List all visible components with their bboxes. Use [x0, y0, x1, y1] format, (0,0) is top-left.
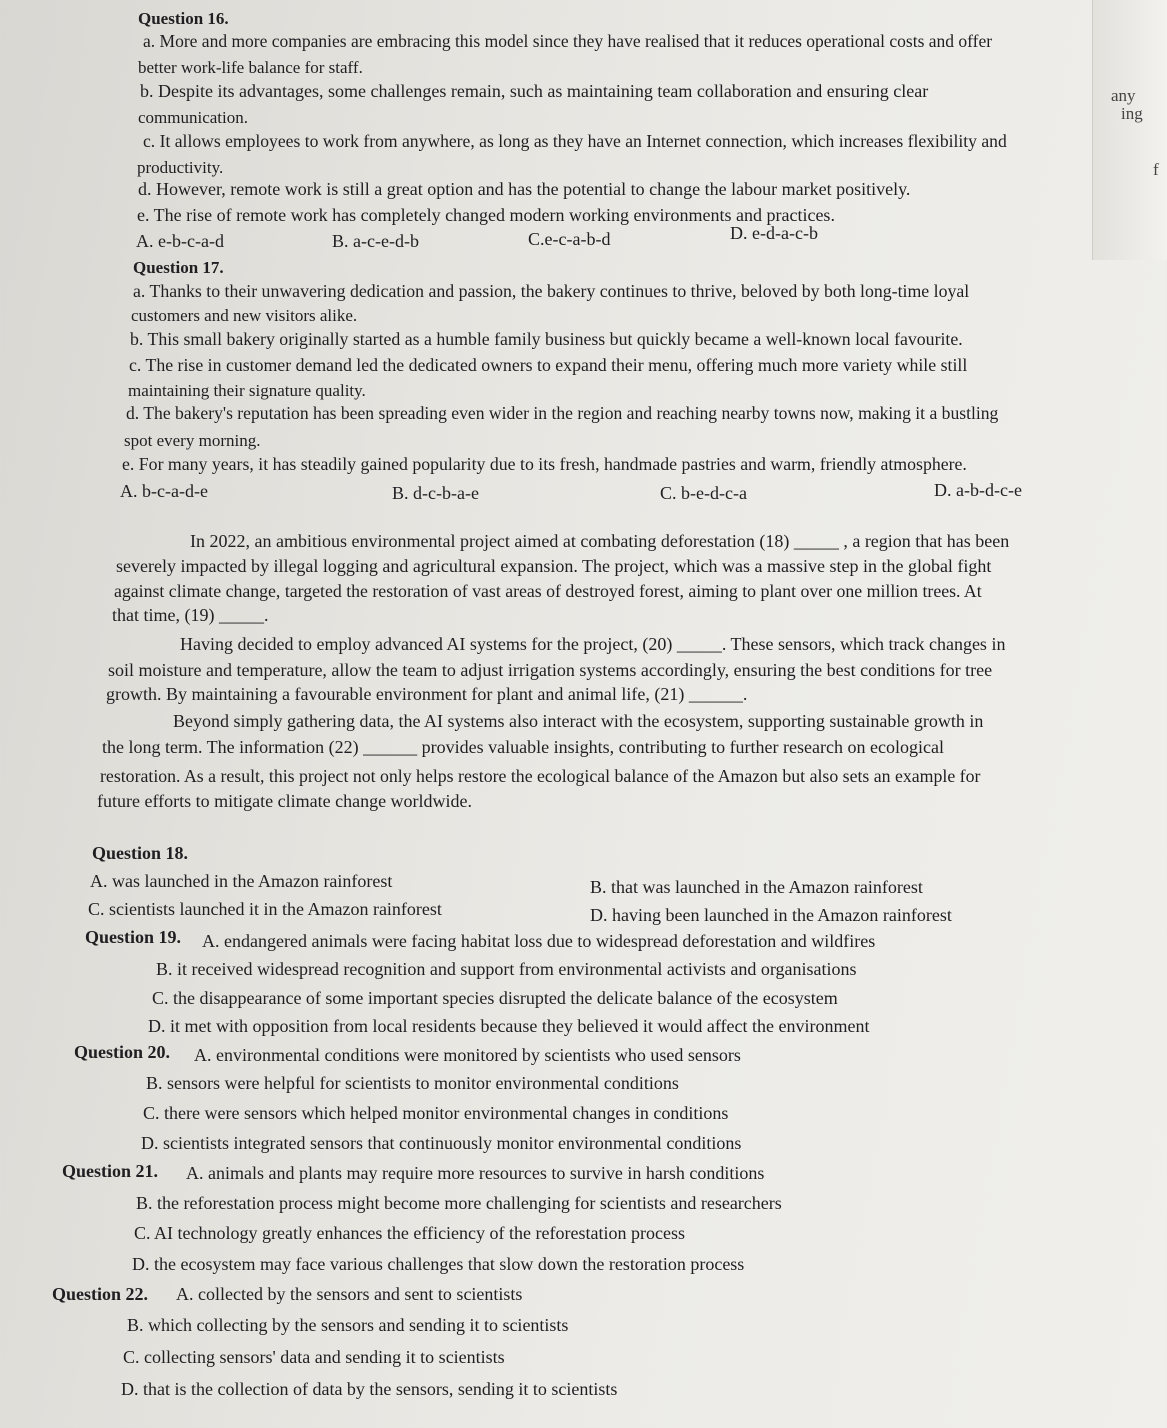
edge-text-ing: ing — [1121, 104, 1143, 123]
question-17-option-b[interactable]: B. d-c-b-a-e — [392, 483, 479, 503]
question-16-sentence-c-line1: c. It allows employees to work from anywhere, as long as they have an Internet connection, which increases flexibility and — [143, 131, 1007, 151]
question-19-option-b[interactable]: B. it received widespread recognition and support from environmental activists and organisations — [156, 959, 857, 979]
question-19-option-d[interactable]: D. it met with opposition from local residents because they believed it would affect the environment — [148, 1016, 870, 1036]
question-17-option-a[interactable]: A. b-c-a-d-e — [120, 481, 208, 501]
question-17-sentence-a-line2: customers and new visitors alike. — [131, 306, 358, 325]
question-21-option-c[interactable]: C. AI technology greatly enhances the efficiency of the reforestation process — [134, 1223, 685, 1243]
question-16-option-c[interactable]: C.e-c-a-b-d — [528, 229, 611, 249]
question-20-option-b[interactable]: B. sensors were helpful for scientists to monitor environmental conditions — [146, 1073, 679, 1093]
question-18-option-d[interactable]: D. having been launched in the Amazon rainforest — [590, 905, 952, 925]
passage-p3-line4: future efforts to mitigate climate change worldwide. — [97, 791, 473, 811]
question-17-sentence-b: b. This small bakery originally started as a humble family business but quickly became a well-known local favourite. — [130, 329, 963, 349]
question-21-title: Question 21. — [62, 1161, 159, 1181]
question-19-title: Question 19. — [85, 927, 182, 947]
edge-text-f: f — [1153, 160, 1159, 179]
question-22-option-a[interactable]: A. collected by the sensors and sent to scientists — [176, 1284, 523, 1304]
question-21-option-d[interactable]: D. the ecosystem may face various challenges that slow down the restoration process — [132, 1254, 745, 1274]
question-18-option-a[interactable]: A. was launched in the Amazon rainforest — [90, 871, 393, 891]
question-17-option-d[interactable]: D. a-b-d-c-e — [934, 480, 1022, 500]
question-16-option-a[interactable]: A. e-b-c-a-d — [136, 231, 224, 251]
question-16-sentence-b-line2: communication. — [138, 108, 249, 127]
passage-p1-line3: against climate change, targeted the restoration of vast areas of destroyed forest, aiming to plant over one million trees. At — [114, 581, 982, 601]
question-17-sentence-d-line1: d. The bakery's reputation has been spreading even wider in the region and reaching nearby towns now, making it a bustling — [126, 403, 999, 423]
question-20-title: Question 20. — [74, 1042, 171, 1062]
passage-p3-line3: restoration. As a result, this project not only helps restore the ecological balance of the Amazon but also sets an example for — [100, 766, 981, 786]
question-18-option-b[interactable]: B. that was launched in the Amazon rainforest — [590, 877, 923, 897]
question-22-option-d[interactable]: D. that is the collection of data by the sensors, sending it to scientists — [121, 1379, 618, 1399]
question-20-option-a[interactable]: A. environmental conditions were monitored by scientists who used sensors — [194, 1045, 741, 1065]
passage-p2-line3: growth. By maintaining a favourable environment for plant and animal life, (21) ______. — [106, 684, 748, 704]
question-17-sentence-c-line1: c. The rise in customer demand led the dedicated owners to expand their menu, offering much more variety while still — [129, 355, 968, 375]
question-16-title: Question 16. — [138, 9, 229, 28]
question-21-option-b[interactable]: B. the reforestation process might become more challenging for scientists and researchers — [136, 1193, 782, 1213]
question-19-option-a[interactable]: A. endangered animals were facing habitat loss due to widespread deforestation and wildfires — [202, 931, 876, 951]
question-18-option-c[interactable]: C. scientists launched it in the Amazon rainforest — [88, 899, 442, 919]
question-22-option-b[interactable]: B. which collecting by the sensors and sending it to scientists — [127, 1315, 569, 1335]
question-16-sentence-c-line2: productivity. — [137, 158, 224, 177]
question-17-sentence-d-line2: spot every morning. — [124, 431, 261, 450]
question-18-title: Question 18. — [92, 843, 189, 863]
question-16-sentence-a-line1: a. More and more companies are embracing this model since they have realised that it reduces operational costs and offer — [143, 31, 993, 51]
question-22-option-c[interactable]: C. collecting sensors' data and sending it to scientists — [123, 1347, 505, 1367]
question-16-sentence-d: d. However, remote work is still a great option and has the potential to change the labour market positively. — [138, 179, 911, 199]
question-17-sentence-e: e. For many years, it has steadily gained popularity due to its fresh, handmade pastries and warm, friendly atmosphere. — [122, 454, 967, 474]
passage-p3-line1: Beyond simply gathering data, the AI systems also interact with the ecosystem, supporting sustainable growth in — [173, 711, 984, 731]
underlying-sheet-edge — [1092, 0, 1167, 260]
edge-text-any: any — [1111, 86, 1136, 105]
question-21-option-a[interactable]: A. animals and plants may require more resources to survive in harsh conditions — [186, 1163, 765, 1183]
question-19-option-c[interactable]: C. the disappearance of some important species disrupted the delicate balance of the ecosystem — [152, 988, 838, 1008]
question-17-title: Question 17. — [133, 258, 224, 277]
passage-p2-line2: soil moisture and temperature, allow the team to adjust irrigation systems accordingly, ensuring the best conditions for tree — [108, 660, 993, 680]
question-16-option-b[interactable]: B. a-c-e-d-b — [332, 231, 419, 251]
question-17-sentence-a-line1: a. Thanks to their unwavering dedication and passion, the bakery continues to thrive, beloved by both long-time loyal — [133, 281, 970, 301]
question-16-sentence-a-line2: better work-life balance for staff. — [138, 58, 363, 77]
question-16-sentence-e: e. The rise of remote work has completely changed modern working environments and practices. — [137, 205, 835, 225]
question-20-option-d[interactable]: D. scientists integrated sensors that continuously monitor environmental conditions — [141, 1133, 742, 1153]
passage-p3-line2: the long term. The information (22) ______ provides valuable insights, contributing to further research on ecological — [102, 737, 944, 757]
passage-p2-line1: Having decided to employ advanced AI systems for the project, (20) _____. These sensors, which track changes in — [180, 634, 1006, 654]
passage-p1-line2: severely impacted by illegal logging and agricultural expansion. The project, which was a massive step in the global fight — [116, 556, 992, 576]
question-17-sentence-c-line2: maintaining their signature quality. — [128, 381, 366, 400]
question-16-sentence-b-line1: b. Despite its advantages, some challenges remain, such as maintaining team collaboration and ensuring clear — [140, 81, 929, 101]
question-20-option-c[interactable]: C. there were sensors which helped monitor environmental changes in conditions — [143, 1103, 729, 1123]
question-16-option-d[interactable]: D. e-d-a-c-b — [730, 223, 818, 243]
passage-p1-line1: In 2022, an ambitious environmental project aimed at combating deforestation (18) _____ , a region that has been — [190, 531, 1010, 551]
passage-p1-line4: that time, (19) _____. — [112, 605, 269, 625]
question-17-option-c[interactable]: C. b-e-d-c-a — [660, 483, 747, 503]
question-22-title: Question 22. — [52, 1284, 149, 1304]
